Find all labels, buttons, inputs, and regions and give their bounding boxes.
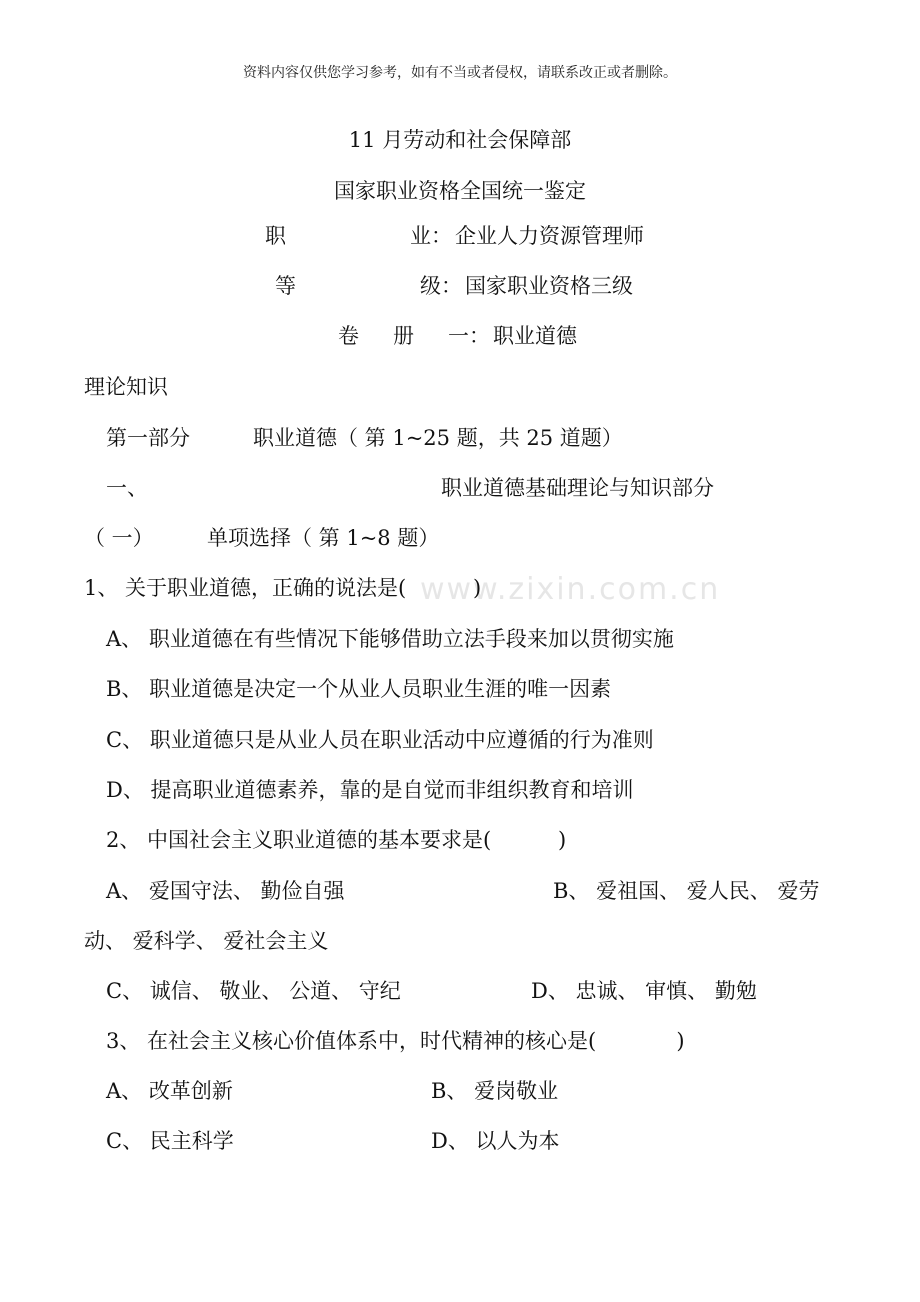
section-title: 理论知识 bbox=[84, 375, 168, 399]
question-3-option-a: A、 改革创新 bbox=[106, 1079, 233, 1103]
header-line-2: 国家职业资格全国统一鉴定 bbox=[334, 179, 586, 203]
question-3-option-c: C、 民主科学 bbox=[106, 1129, 234, 1153]
question-1-option-a: A、 职业道德在有些情况下能够借助立法手段来加以贯彻实施 bbox=[106, 627, 674, 651]
question-2-option-b-continued: 动、 爱科学、 爱社会主义 bbox=[84, 929, 329, 953]
question-2-stem: 2、 中国社会主义职业道德的基本要求是( ) bbox=[106, 828, 567, 852]
header-line-1: 11 月劳动和社会保障部 bbox=[348, 128, 572, 152]
group-title: 单项选择（ 第 1~8 题） bbox=[207, 526, 440, 550]
question-2-option-a: A、 爱国守法、 勤俭自强 bbox=[106, 879, 345, 903]
volume-value: 职业道德 bbox=[493, 324, 577, 348]
subsection-index: 一、 bbox=[106, 476, 148, 500]
question-3-option-d: D、 以人为本 bbox=[431, 1129, 560, 1153]
question-2-option-d: D、 忠诚、 审慎、 勤勉 bbox=[531, 979, 757, 1003]
question-1-option-b: B、 职业道德是决定一个从业人员职业生涯的唯一因素 bbox=[106, 677, 612, 701]
level-value: 国家职业资格三级 bbox=[465, 274, 633, 298]
occupation-label-a: 职 bbox=[265, 224, 286, 248]
occupation-label-b: 业： bbox=[410, 224, 452, 248]
question-1-option-d: D、 提高职业道德素养，靠的是自觉而非组织教育和培训 bbox=[106, 778, 634, 802]
question-1-option-c: C、 职业道德只是从业人员在职业活动中应遵循的行为准则 bbox=[106, 728, 654, 752]
group-index: （ 一） bbox=[84, 526, 154, 550]
volume-label-b: 册 bbox=[393, 324, 414, 348]
subsection-title: 职业道德基础理论与知识部分 bbox=[441, 476, 714, 500]
question-1-stem: 1、 关于职业道德，正确的说法是( ) bbox=[84, 576, 482, 600]
level-label-a: 等 bbox=[275, 274, 296, 298]
watermark: www.zixin.com.cn bbox=[420, 572, 721, 607]
copyright-notice: 资料内容仅供您学习参考，如有不当或者侵权，请联系改正或者删除。 bbox=[243, 65, 677, 81]
level-label-b: 级： bbox=[420, 274, 462, 298]
part-description: 职业道德（ 第 1~25 题，共 25 道题） bbox=[253, 426, 623, 450]
volume-label-c: 一： bbox=[448, 324, 490, 348]
occupation-value: 企业人力资源管理师 bbox=[455, 224, 644, 248]
question-2-option-b: B、 爱祖国、 爱人民、 爱劳 bbox=[553, 879, 820, 903]
question-3-stem: 3、 在社会主义核心价值体系中，时代精神的核心是( ) bbox=[106, 1029, 685, 1053]
question-2-option-c: C、 诚信、 敬业、 公道、 守纪 bbox=[106, 979, 401, 1003]
volume-label-a: 卷 bbox=[338, 324, 359, 348]
part-label: 第一部分 bbox=[106, 426, 190, 450]
question-3-option-b: B、 爱岗敬业 bbox=[431, 1079, 559, 1103]
